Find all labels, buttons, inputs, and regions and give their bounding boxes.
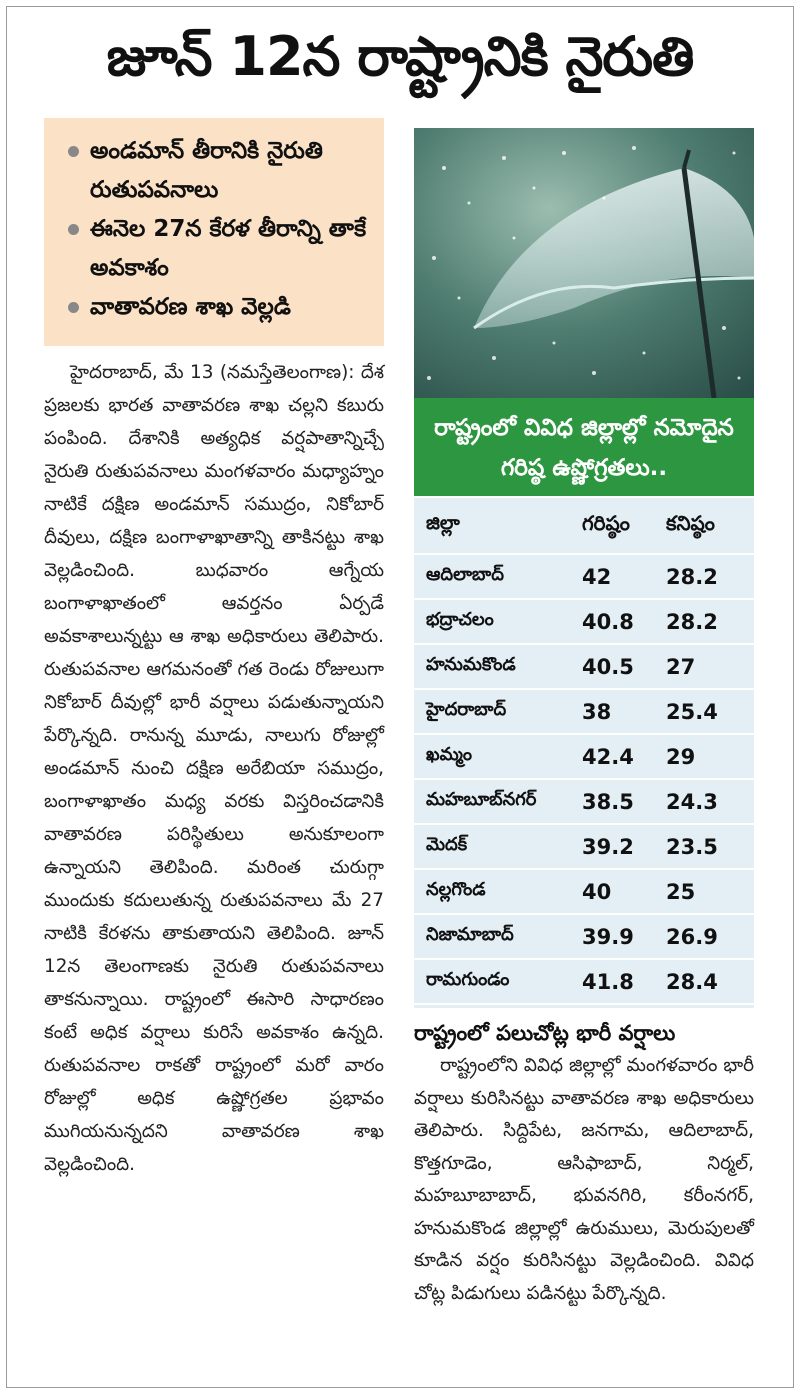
district-cell: నల్లగొండ (414, 869, 574, 914)
temperature-table-container (414, 498, 754, 1008)
sub-article-heading: రాష్ట్రంలో పలుచోట్ల భారీ వర్షాలు (414, 1021, 676, 1045)
min-temp-cell: 28.4 (660, 959, 754, 1004)
max-temp-cell: 40.5 (574, 644, 660, 689)
min-temp-cell: 25.4 (660, 689, 754, 734)
min-temp-cell: 27 (660, 644, 754, 689)
column-header-min: కనిష్ఠం (660, 498, 754, 554)
district-cell: ఆదిలాబాద్ (414, 554, 574, 599)
min-temp-cell: 29 (660, 734, 754, 779)
max-temp-cell: 38.5 (574, 779, 660, 824)
district-cell: మెదక్ (414, 824, 574, 869)
sub-article (414, 1050, 754, 1310)
min-temp-cell: 25 (660, 869, 754, 914)
column-header-district: జిల్లా (414, 498, 574, 554)
article-body: హైదరాబాద్, మే 13 (నమస్తేతెలంగాణ): దేశ ప్రజలకు భారత వాతావరణ శాఖ చల్లని కబురు పంపింది. దేశానికి అత్యధిక వర్షపాతాన్నిచ్చే నైరుతి రుతుపవనాలు మంగళవారం మధ్యాహ్నం నాటికే దక్షిణ అండమాన్ సముద్రం, నికోబార్ దీవులు, దక్షిణ బంగాళాఖాతాన్ని తాకినట్టు శాఖ వెల్లడించింది. బుధవారం ఆగ్నేయ బంగాళాఖాతంలో ఆవర్తనం ఏర్పడే అవకాశాలున్నట్టు ఆ శాఖ అధికారులు తెలిపారు. రుతుపవనాల ఆగమనంతో గత రెండు రోజులుగా నికోబార్ దీవుల్లో భారీ వర్షాలు పడుతున్నాయని పేర్కొన్నది. రానున్న మూడు, నాలుగు రోజుల్లో అండమాన్ నుంచి దక్షిణ అరేబియా సముద్రం, బంగాళాఖాతం మధ్య వరకు విస్తరించడానికి వాతావరణ పరిస్థితులు అనుకూలంగా ఉన్నాయని తెలిపింది. మరింత చురుగ్గా ముందుకు కదులుతున్న రుతుపవనాలు మే 27 నాటికి కేరళను తాకుతాయని తెలిపింది. జూన్ 12న తెలంగాణకు నైరుతి రుతుపవనాలు తాకనున్నాయి. రాష్ట్రంలో ఈసారి సాధారణం కంటే అధిక వర్షాలు కురిసే అవకాశం ఉన్నది. రుతుపవనాల రాకతో రాష్ట్రంలో మరో వారం రోజుల్లో అధిక ఉష్ణోగ్రతల ప్రభావం ముగియనున్నదని వాతావరణ శాఖ వెల్లడించింది. (44, 362, 384, 1175)
table-row (414, 869, 754, 914)
max-temp-cell: 39.2 (574, 824, 660, 869)
table-row (414, 554, 754, 599)
highlight-item: ఈనెల 27న కేరళ తీరాన్ని తాకే అవకాశం (66, 210, 374, 288)
district-cell: హైదరాబాద్ (414, 689, 574, 734)
max-temp-cell: 41.8 (574, 959, 660, 1004)
district-cell: రామగుండం (414, 959, 574, 1004)
district-cell: మహబూబ్‌నగర్ (414, 779, 574, 824)
umbrella-icon (414, 128, 754, 398)
min-temp-cell: 28.2 (660, 554, 754, 599)
highlights-box (44, 118, 384, 346)
highlight-item: వాతావరణ శాఖ వెల్లడి (66, 288, 374, 327)
table-row (414, 824, 754, 869)
max-temp-cell: 38 (574, 689, 660, 734)
highlight-item: అండమాన్ తీరానికి నైరుతి రుతుపవనాలు (66, 132, 374, 210)
max-temp-cell: 39.9 (574, 914, 660, 959)
table-row (414, 599, 754, 644)
max-temp-cell: 40.8 (574, 599, 660, 644)
table-row (414, 914, 754, 959)
max-temp-cell: 42 (574, 554, 660, 599)
temperature-table (414, 498, 754, 1005)
table-header-row (414, 498, 754, 554)
headline: జూన్ 12న రాష్ట్రానికి నైరుతి (106, 25, 694, 88)
district-cell: హనుమకొండ (414, 644, 574, 689)
umbrella-rain-photo (414, 128, 754, 398)
district-cell: నిజామాబాద్ (414, 914, 574, 959)
table-banner: రాష్ట్రంలో వివిధ జిల్లాల్లో నమోదైన గరిష్ఠ ఉష్ణోగ్రతలు.. (414, 398, 754, 496)
min-temp-cell: 28.2 (660, 599, 754, 644)
district-cell: ఖమ్మం (414, 734, 574, 779)
table-row (414, 734, 754, 779)
column-header-max: గరిష్ఠం (574, 498, 660, 554)
min-temp-cell: 23.5 (660, 824, 754, 869)
table-row (414, 689, 754, 734)
min-temp-cell: 24.3 (660, 779, 754, 824)
max-temp-cell: 42.4 (574, 734, 660, 779)
district-cell: భద్రాచలం (414, 599, 574, 644)
min-temp-cell: 26.9 (660, 914, 754, 959)
table-row (414, 779, 754, 824)
sub-article-body: రాష్ట్రంలోని వివిధ జిల్లాల్లో మంగళవారం భారీ వర్షాలు కురిసినట్టు వాతావరణ శాఖ అధికారులు తెలిపారు. సిద్దిపేట, జనగామ, ఆదిలాబాద్, కొత్తగూడెం, ఆసిఫాబాద్, నిర్మల్, మహబూబాబాద్, భువనగిరి, కరీంనగర్, హనుమకొండ జిల్లాల్లో ఉరుములు, మెరుపులతో కూడిన వర్షం కురిసినట్టు వెల్లడించింది. వివిధ చోట్ల పిడుగులు పడినట్టు పేర్కొన్నది. (414, 1055, 754, 1304)
main-article (44, 356, 384, 1181)
table-row (414, 644, 754, 689)
table-row (414, 959, 754, 1004)
max-temp-cell: 40 (574, 869, 660, 914)
